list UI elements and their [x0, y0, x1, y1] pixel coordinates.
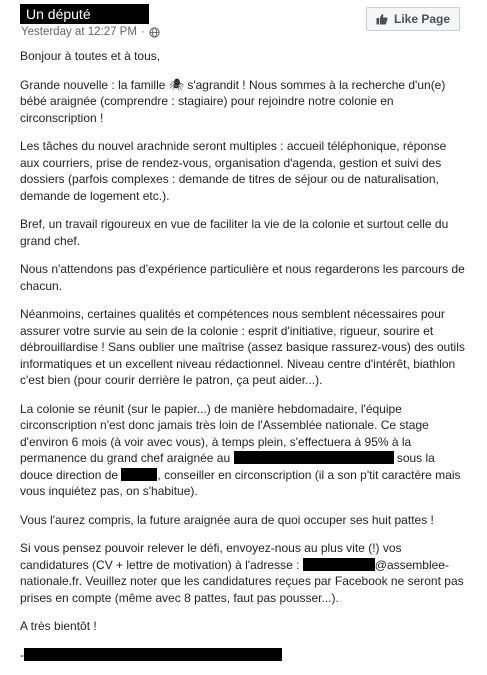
post-paragraph-summary: Bref, un travail rigoureux en vue de faciliter la vie de la colonie et surtout celle du grand chef.	[20, 217, 449, 248]
post-paragraph-legs: Vous l'aurez compris, la future araignée aura de quoi occuper ses huit pattes !	[20, 512, 434, 527]
redacted-email	[303, 558, 375, 571]
spider-emoji-icon: 🕷	[168, 77, 184, 92]
like-page-button[interactable]	[366, 7, 460, 31]
post-paragraph-tasks: Les tâches du nouvel arachnide seront multiples : accueil téléphonique, réponse aux courriers, prise de rendez-vous, organisation d'agenda, gestion et suivi des dossiers (parfois complexes : demande de titres de séjour ou de naturalisation, demande de logement etc.).	[20, 139, 447, 203]
schedule-text-c: , conseiller en circonscription (il a son p'tit caractère mais vous inquiétez pas, on s'habitue).	[20, 467, 461, 498]
post-paragraph-announcement	[20, 77, 465, 127]
post-header	[0, 0, 487, 44]
post-body	[20, 48, 465, 675]
thumbs-up-icon	[376, 13, 388, 25]
like-page-label: Like Page	[393, 12, 451, 26]
page-author-name[interactable]: Un député	[20, 4, 149, 24]
schedule-text-a: La colonie se réunit (sur le papier...) de manière hebdomadaire, l'équipe circonscription n'est donc jamais très loin de l'Assemblée nationale. Ce stage d'environ 6 mois (à voir avec vous), à temps plein, s'effectuera à 95% à la permanence du grand chef araignée au	[20, 401, 429, 465]
post-paragraph-experience: Nous n'attendons pas d'expérience particulière et nous regarderons les parcours de chacun.	[20, 262, 465, 293]
schedule-text-b: sous la douce direction de	[20, 451, 435, 482]
post-greeting: Bonjour à toutes et à tous,	[20, 49, 161, 63]
redacted-name	[121, 468, 157, 481]
meta-separator: ·	[140, 26, 145, 38]
post-paragraph-apply	[20, 540, 465, 606]
redacted-address	[234, 451, 394, 464]
post-timestamp[interactable]: Yesterday at 12:27 PM	[21, 26, 137, 38]
announcement-text-a: Grande nouvelle : la famille	[20, 77, 169, 92]
post-meta	[21, 26, 160, 38]
globe-icon[interactable]	[149, 27, 160, 38]
redacted-signature	[24, 648, 282, 661]
apply-text-b: @assemblee-nationale.fr. Veuillez noter que les candidatures reçues par Facebook ne seront pas prises en compte (même avec 8 pattes, faut pas pousser...).	[20, 557, 464, 605]
post-paragraph-qualities: Néanmoins, certaines qualités et compétences nous semblent nécessaires pour assurer votre survie au sein de la colonie : esprit d'initiative, rigueur, sourire et débrouillardise ! Sans oublier une maîtrise (assez basique rassurez-vous) des outils informatiques et un excellent niveau rédactionnel. Niveau centre d'intérêt, biathlon c'est bien (pour courir derrière le patron, ça peut aider...).	[20, 307, 465, 387]
announcement-text-b: s'agrandit ! Nous sommes à la recherche d'un(e) bébé araignée (comprendre : stagiaire) pour rejoindre notre colonie en circonscription !	[20, 77, 446, 125]
post-paragraph-schedule	[20, 401, 465, 500]
post-signature	[20, 647, 465, 664]
apply-text-a: Si vous pensez pouvoir relever le défi, envoyez-nous au plus vite (!) vos candidatures (CV + lettre de motivation) à l'adresse :	[20, 541, 402, 572]
signature-dash: -	[20, 647, 24, 662]
post-signoff: A très bientôt !	[20, 619, 97, 633]
